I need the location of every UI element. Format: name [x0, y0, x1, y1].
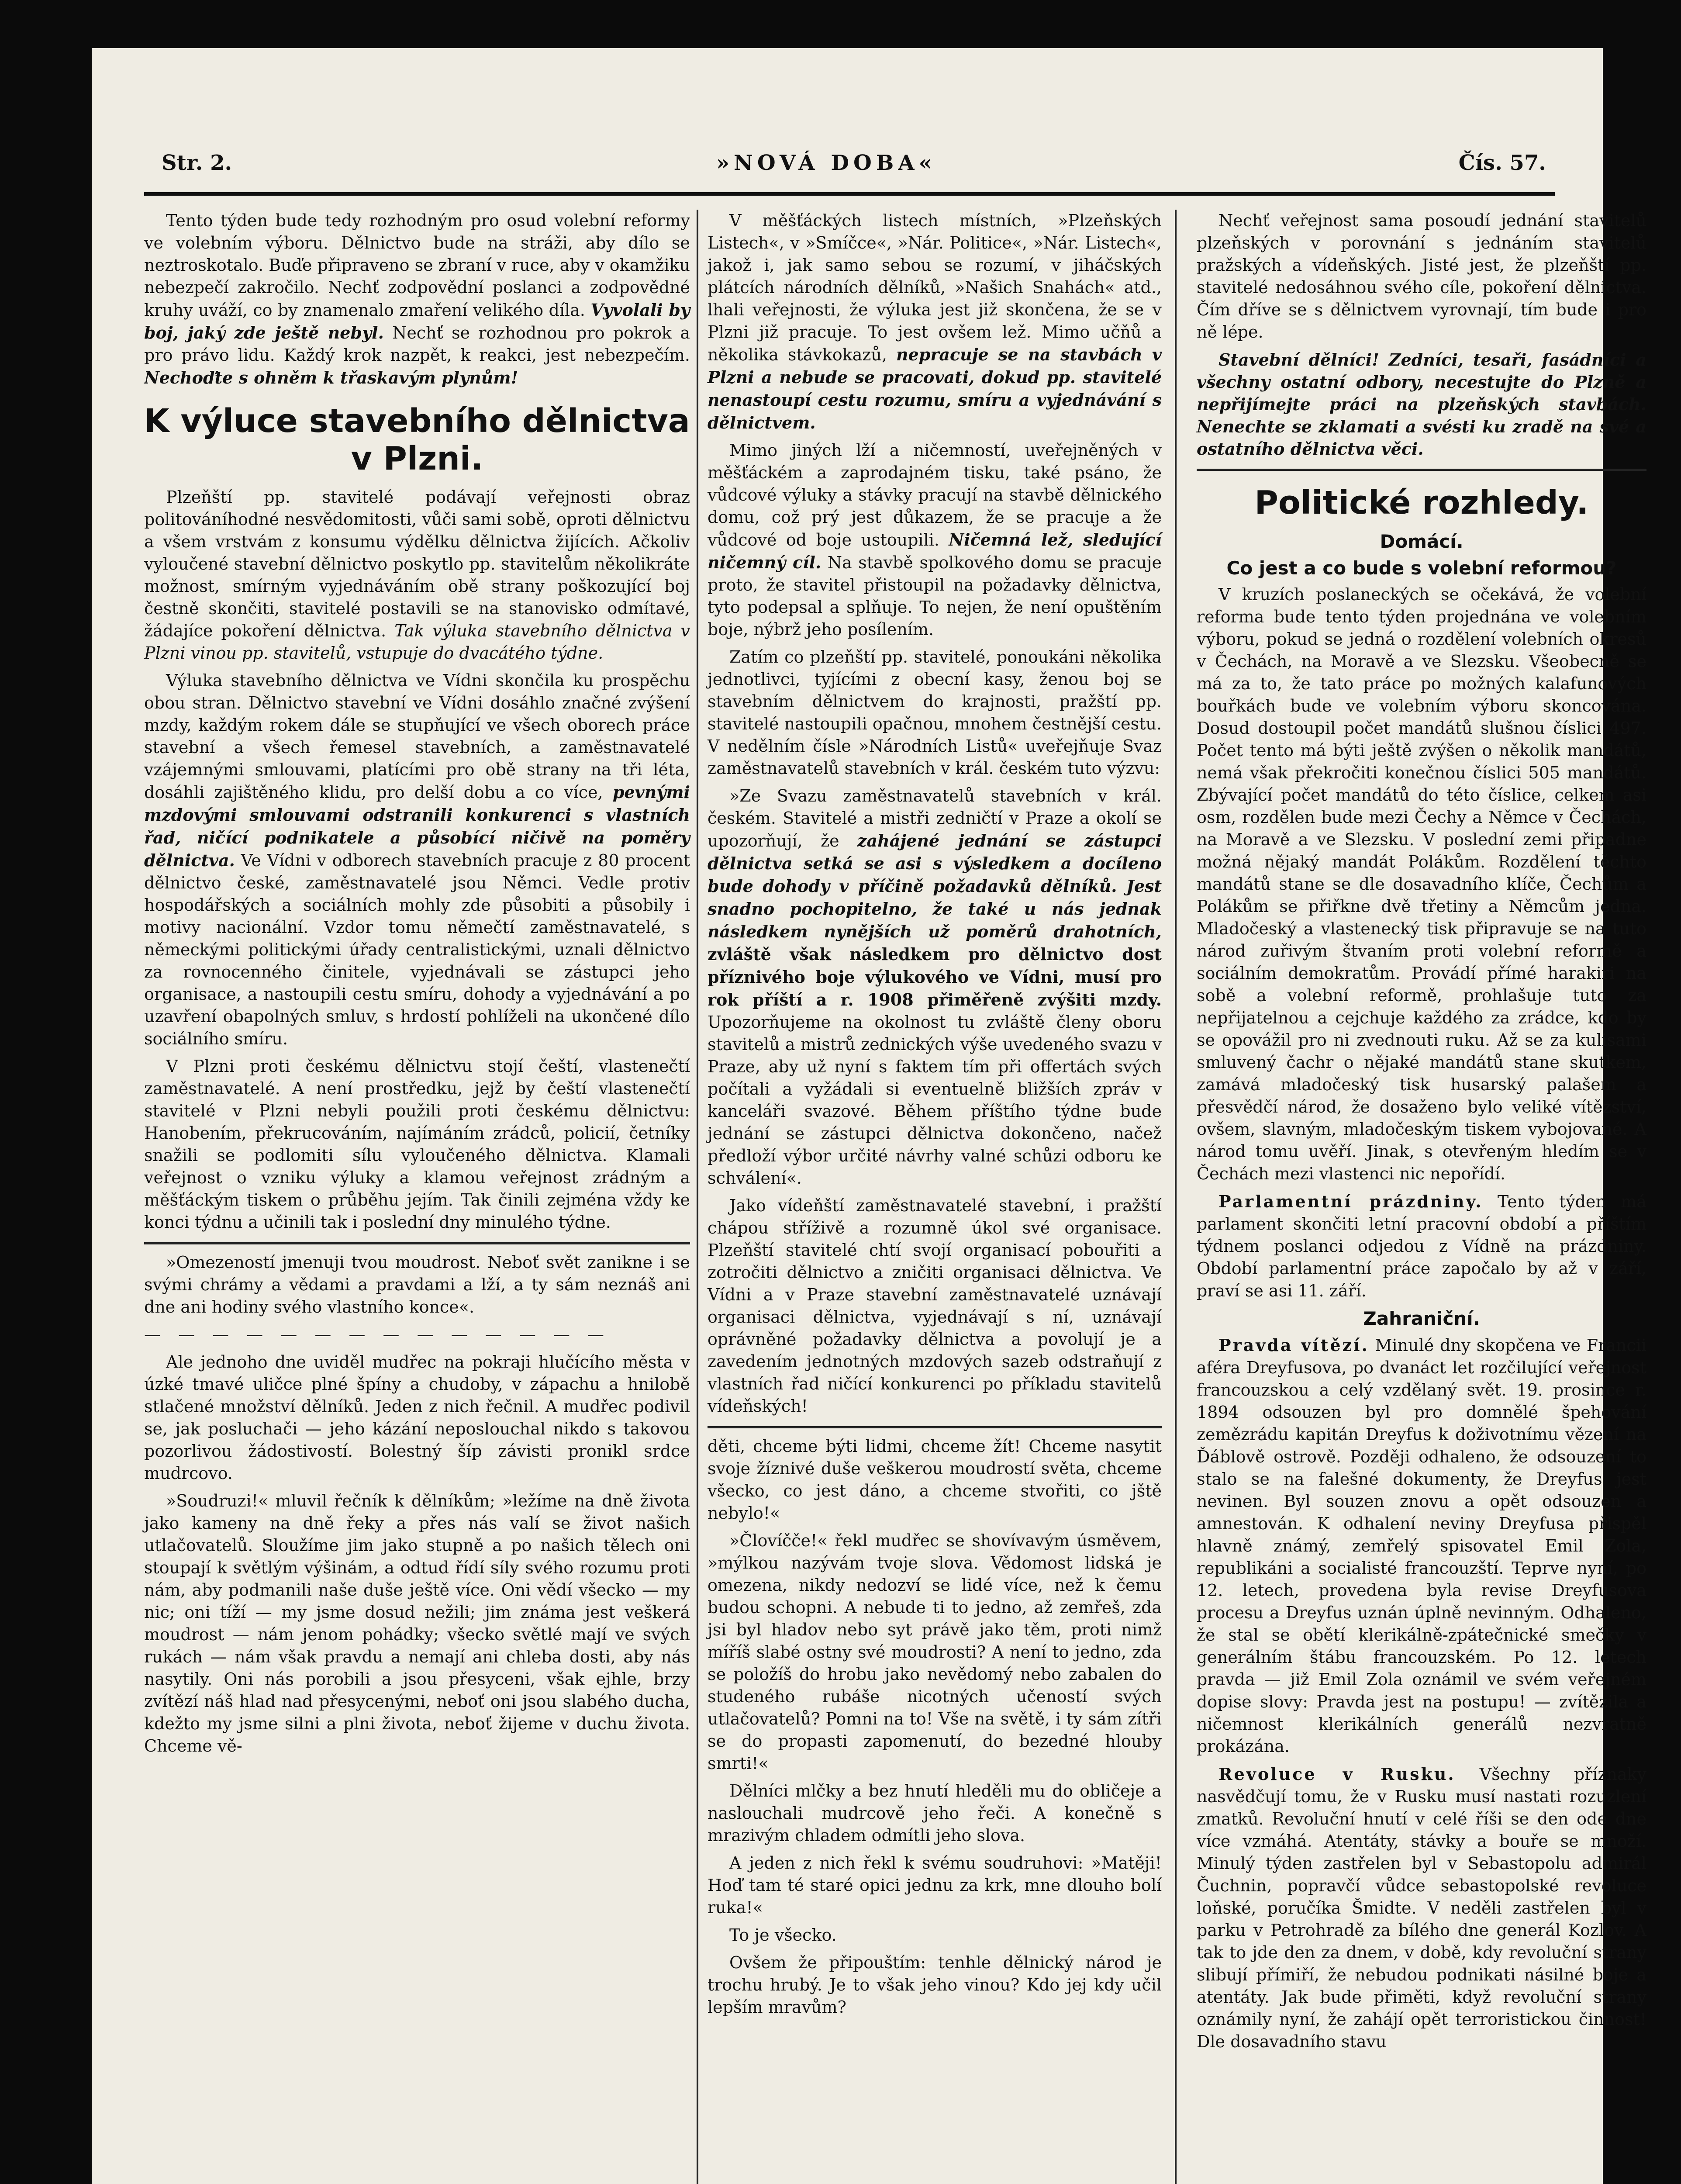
issue-number: Čís. 57. — [1458, 151, 1546, 175]
story-paragraph: »Soudruzi!« mluvil řečník k dělníkům; »ležíme na dně života jako kameny na dně řeky a přes nás valí se život našich utlačovatelů. Sloužíme jim jako stupně a po našich tělech oni stoupají k světlým výšinám, a odtud řídí síly svého rozumu proti nám, aby podmanili naše duše ještě více. Oni vědí všecko — my nic; oni tíží — my jsme dosud nežili; jim známa jest veškerá moudrost — nám jenom pohádky; všecko světlé mají ve svých rukách — nám však pravdu a nemají ani chleba dosti, aby nás nasytily. Oni nás porobili a jsou přesyceni, však ejhle, brzy zvítězí náš hlad nad přesycenými, neboť oni jsou slabého ducha, kdežto my jsme silni a plni života, neboť žijeme v duchu života. Chceme vě- — [144, 1491, 690, 1755]
story-paragraph: Ale jednoho dne uviděl mudřec na pokraji hlučícího města v úzké tmavé uličce plné špíny a chudoby, v zápachu a hnilobě stlačené množství dělníků. Jeden z nich řečnil. A mudřec podivil se, jak posluchači — jeho kázání neposlouchal nikdo s takovou pozorlivou žádostivostí. Bolestný šíp závisti pronikl srdce mudrcovo. — [144, 1352, 690, 1483]
article-paragraph: Plzeňští pp. stavitelé podávají veřejnosti obraz politováníhodné nesvědomitosti, vůči sami sobě, oproti dělnictvu a všem vrstvám z konsumu výdělku dělnictva žijících. Ačkoliv vyloučené stavební dělnictvo poskytlo pp. stavitelům několikráte možnost, smírným vyjednáváním obě strany poškozující boj čestně skončiti, stavitelé postavili se na stanovisko odmítavé, žádajíce pokoření dělnictva. Tak výluka stavebního dělnictva v Plzni vinou pp. stavitelů, vstupuje do dvacátého týdne. — [144, 487, 690, 663]
subsection-foreign: Zahraniční. — [1363, 1308, 1480, 1329]
column-divider — [1175, 210, 1177, 2184]
section-headline: Politické rozhledy. — [1254, 484, 1589, 522]
article-headline: K výluce stavebního dělnictva v Plzni. — [144, 402, 690, 477]
article-paragraph: Parlamentní prázdniny. Tento týden má parlament skončiti letní pracovní období a příštím týdnem poslanci odjedou z Vídně na prázdniny. Období parlamentní práce započalo by až v září, praví se asi 11. září. — [1197, 1192, 1646, 1300]
column-right — [1197, 210, 1646, 2184]
article-paragraph: Jako vídeňští zaměstnavatelé stavební, i pražští chápou stříživě a rozumně úkol své organisace. Plzeňští stavitelé chtí svojí organisací pobouřiti a zotročiti dělnictvo a zničiti organisaci dělnictva. Ve Vídni a v Praze stavební zaměstnavatelé uznávají organisaci dělnictva, vyjednávají s ní, uznávají oprávněné požadavky dělnictva a povolují je a zavedením jednotných mzdových sazeb odstraňují z vlastních řad ničící konkurenci po příkladu stavitelů vídeňských! — [708, 1196, 1162, 1416]
appeal-paragraph: Stavební dělníci! Zedníci, tesaři, fasádníci a všechny ostatní odbory, necestujte do Plzně a nepřijímejte práci na plzeňských stavbách. Nenechte se zklamati a svésti ku zradě na své a ostatního dělnictva věci. — [1197, 350, 1646, 459]
article-subheadline: Co jest a co bude s volební reformou? — [1226, 557, 1617, 579]
article-paragraph: V Plzni proti českému dělnictvu stojí čeští, vlastenečtí zaměstnavatelé. A není prostředku, jejž by čeští vlastenečtí stavitelé v Plzni nebyli použili proti českému dělnictvu: Hanobením, překrucováním, najímáním zrádců, policií, četníky snažili se podlomiti sílu vyloučeného dělnictva. Klamali veřejnost o vzniku výluky a klamou veřejnost zrádným a měšťáckým tiskem o průběhu jejím. Tak činili zejména vždy ke konci týdnu a učinili tak i poslední dny minulého týdne. — [144, 1057, 690, 1232]
header-rule — [144, 192, 1555, 196]
story-paragraph: »Človíčče!« řekl mudřec se shovívavým úsměvem, »mýlkou nazývám tvoje slova. Vědomost lidská je omezena, nikdy nedozví se lidé více, než k čemu budou schopni. A nebude ti to jedno, až zemřeš, zda jsi byl hladov nebo syt právě jako těm, proti nimž míříš slabé ostny své moudrosti? A není to jedno, zda se položíš do hrobu jako nevědomý nebo zabalen do studeného rubáše nicotných učeností svých utlačovatelů? Pomni na to! Vše na světě, i ty sám zítři se do propasti zapomenutí, do bezedné hlouby smrti!« — [708, 1531, 1162, 1773]
story-paragraph: A jeden z nich řekl k svému soudruhovi: »Matěji! Hoď tam té staré opici jednu za krk, mne dlouho bolí ruka!« — [708, 1853, 1162, 1917]
section-rule — [1197, 469, 1646, 471]
dash-separator: — — — — — — — — — — — — — — — [144, 1325, 611, 1344]
article-paragraph: Mimo jiných lží a ničemností, uveřejněných v měšťáckém a zaprodajném tisku, také psáno, že vůdcové výluky a stávky pracují na stavbě dělnického domu, což prý jest důkazem, že se pracuje a že vůdcové od boje ustoupili. Ničemná lež, sledující ničemný cíl. Na stavbě spolkového domu se pracuje proto, že stavitel přistoupil na požadavky dělnictva, tyto podepsal a splňuje. To nejen, že není opuštěním boje, nýbrž jeho posílením. — [708, 441, 1162, 639]
story-paragraph: Ovšem že připouštím: tenhle dělnický národ je trochu hrubý. Je to však jeho vinou? Kdo jej kdy učil lepším mravům? — [708, 1953, 1162, 2017]
article-paragraph: Výluka stavebního dělnictva ve Vídni skončila ku prospěchu obou stran. Dělnictvo stavební ve Vídni dosáhlo značné zvýšení mzdy, každým rokem dále se stupňující ve všech oborech práce stavební a všech řemesel stavebních, a zaměstnavatelé vzájemnými smlouvami, platícími pro obě strany na tři léta, dosáhli zajištěného klidu, pro delší dobu a co více, pevnými mzdovými smlouvami odstranili konkurenci s vlastních řad, ničící podnikatele a působící ničivě na poměry dělnictva. Ve Vídni v odborech stavebních pracuje z 80 procent dělnictvo české, zaměstnavatelé jsou Němci. Vedle protiv hospodářských a sociálních mohly zde působiti a působily i motivy nacionální. Vzdor tomu němečtí zaměstnavatelé, s německými politickými úřady centralistickými, uznali dělnictvo za rovnocenného činitele, vyjednávali se zástupci jeho organisace, a nastoupili cestu smíru, dohody a vyjednávání a po uzavření obapolných smluv, s hrdostí pohlíželi na ukončené dílo sociálního smíru. — [144, 671, 690, 1048]
article-paragraph: Pravda vítězí. Minulé dny skopčena ve Francii aféra Dreyfusova, po dvanáct let rozčilující veřejnost francouzskou a celý vzdělaný svět. 19. prosince r. 1894 odsouzen byl pro domnělé špehování zemězrádu kapitán Dreyfus k doživotnímu vězení na Ďáblově ostrově. Později odhaleno, že odsouzení to stalo se na falešné dokumenty, že Dreyfus jest nevinen. Byl souzen znovu a opět odsouzen a amnestován. K odhalení neviny Dreyfusa přispěl hlavně známý, zemřelý spisovatel Emil Zola, republikáni a socialisté francouzští. Teprve nyní, po 12. letech, provedena byla revise Dreyfusova procesu a Dreyfus uznán úplně nevinným. Odhaleno, že stal se obětí klerikálně-zpátečnické smečky v generálním štábu francouzském. Po 12. letech pravda — již Emil Zola oznámil ve svém veřejném dopise slovy: Pravda jest na postupu! — zvítězila a ničemnost klerikálních generálů nezvratně prokázána. — [1197, 1335, 1646, 1756]
page-number: Str. 2. — [162, 151, 232, 175]
article-paragraph: V kruzích poslaneckých se očekává, že volební reforma bude tento týden projednána ve volebním výboru, pokud se jedná o rozdělení volebních okresů v Čechách, na Moravě a ve Slezsku. Všeobecně se má za to, že tato práce po možných kalafunových bouřkách bude ve volebním výboru skoncována. Dosud dostoupil počet mandátů slušnou číslici 497. Počet tento má býti ještě zvýšen o několik mandátů, nemá však překročiti konečnou číslici 505 mandátů. Zbývající počet mandátů do této číslice, celkem asi osm, rozdělen bude mezi Čechy a Němce v Čechách, na Moravě a ve Slezsku. V poslední zemi připadne možná nějaký mandát Polákům. Rozdělení těchto mandátů stane se dle dosavadního klíče, Čechům a Polákům se přiřkne dvě třetiny a Němcům jedna. Mladočeský a vlastenecký tisk připravuje se na tuto národ zuřivým štvaním proti volební reformě a sociálním demokratům. Provádí přímé harakiri na sobě a volební reformě, prohlašuje tuto za nepřijatelnou a cejchuje každého za zrádce, kdo by se opovážil pro ni zvednouti ruku. Až se za kulisami smluvený čachr o nějaké mandátů stane skutkem, zamává mladočeský tisk husarský palašem a přesvědčí národ, že dosaženo bylo veliké vítězství, ovšem, slavným, mladočeským tiskem vybojované. A národ tomu uvěří. Jinak, s otevřeným hledím se v Čechách mezi vlastenci nic nepořídí. — [1197, 585, 1646, 1183]
story-paragraph: »Omezeností jmenuji tvou moudrost. Neboť svět zanikne i se svými chrámy a vědami a pravdami a lží, a ty sám neznáš ani dne ani hodiny svého vlastního konce«. — [144, 1253, 690, 1317]
column-divider — [697, 210, 698, 2184]
section-rule — [144, 1242, 690, 1244]
subsection-domestic: Domácí. — [1380, 531, 1464, 552]
article-paragraph: Zatím co plzeňští pp. stavitelé, ponoukáni několika jednotlivci, tyjícími z obecní kasy, ženou boj se stavebním dělnictvem do krajnosti, pražští pp. stavitelé nastoupili opačnou, mnohem čestnější cestu. V nedělním čísle »Národních Listů« uveřejňuje Svaz zaměstnavatelů stavebních v král. českém tuto výzvu: — [708, 647, 1162, 778]
quoted-notice: »Ze Svazu zaměstnavatelů stavebních v král. českém. Stavitelé a mistři zedničtí v Praze a okolí se upozorňují, že zahájené jednání se zástupci dělnictva setká se asi s výsledkem a docíleno bude dohody v příčině požadavků dělníků. Jest snadno pochopitelno, že také u nás jednak následkem nynějších už poměrů drahotních, zvláště však následkem pro dělnictvo dost příznivého boje výlukového ve Vídni, musí pro rok příští a r. 1908 přiměřeně zvýšiti mzdy. Upozorňujeme na okolnost tu zvláště členy oboru stavitelů a mistrů zednických výše uvedeného svazu v Praze, aby už nyní s faktem tím při offertách svých počítali a vyžádali si eventuelně bližších zpráv v kanceláři svazové. Během příštího týdne bude jednání se zástupci dělnictva dokončeno, načež předloží výbor určité návrhy valné schůzi odboru ke schválení«. — [708, 786, 1162, 1188]
story-paragraph: To je všecko. — [729, 1925, 837, 1945]
newspaper-page — [92, 48, 1646, 2184]
story-paragraph: děti, chceme býti lidmi, chceme žít! Chceme nasytit svoje žíznivé duše veškerou moudrostí světa, chceme všecko, co jest dáno, a chceme stvořiti, co jště nebylo!« — [708, 1437, 1162, 1523]
article-paragraph: Revoluce v Rusku. Všechny příznaky nasvědčují tomu, že v Rusku musí nastati rozuzlení zmatků. Revoluční hnutí v celé říši se den ode dne více vzmáhá. Atentáty, stávky a bouře se množí. Minulý týden zastřelen byl v Sebastopolu admirál Čuchnin, popravčí vůdce sebastopolské revoluce loňské, poručíka Šmidte. V neděli zastřelen byl v parku v Petrohradě za bílého dne generál Kozlov. A tak to jde den za dnem, v době, kdy revoluční strany slibují přímiří, že nebudou podnikati násilné boje a atentáty. Jak bude přiměti, když revoluční strany oznámily nyní, že zahájí opět terroristickou činnost! Dle dosavadního stavu — [1197, 1764, 1646, 2051]
section-rule — [708, 1426, 1162, 1428]
story-paragraph: Dělníci mlčky a bez hnutí hleděli mu do obličeje a naslouchali mudrcově jeho řeči. A konečně s mrazivým chladem odmítli jeho slova. — [708, 1781, 1162, 1845]
article-paragraph: Nechť veřejnost sama posoudí jednání stavitelů plzeňských v porovnání s jednáním stavitelů pražských a vídeňských. Jisté jest, že plzeňští pp. stavitelé nedosáhnou svého cíle, pokoření dělnictva. Čím dříve se s dělnictvem vyrovnají, tím bude i pro ně lépe. — [1197, 211, 1646, 342]
column-middle — [708, 210, 1162, 2184]
column-left — [144, 210, 690, 2184]
intro-paragraph: Tento týden bude tedy rozhodným pro osud volební reformy ve volebním výboru. Dělnictvo bude na stráži, aby dílo se neztroskotalo. Buďe připraveno se zbraní v ruce, aby v okamžiku nebezpečí zakročilo. Nechť zodpovědní poslanci a zodpovědné kruhy uváží, co by znamenalo zmaření velikého díla. Vyvolali by boj, jaký zde ještě nebyl. Nechť se rozhodnou pro pokrok a pro právo lidu. Každý krok nazpět, k reakci, jest nebezpečím. Nechoďte s ohněm k třaskavým plynům! — [144, 211, 690, 387]
masthead-title: »NOVÁ DOBA« — [716, 151, 936, 175]
page-header — [162, 151, 1546, 190]
article-paragraph: V měšťáckých listech místních, »Plzeňských Listech«, v »Smíčce«, »Nár. Politice«, »Nár. Listech«, jakož i, jak samo sebou se rozumí, v jiháčských plátcích národních dělníků, »Našich Snahách« atd., lhali veřejnosti, že výluka jest již skončena, že se v Plzni již pracuje. To jest ovšem lež. Mimo učňů a několika stávkokazů, nepracuje se na stavbách v Plzni a nebude se pracovati, dokud pp. stavitelé nenastoupí cestu rozumu, smíru a vyjednávání s dělnictvem. — [708, 211, 1162, 432]
